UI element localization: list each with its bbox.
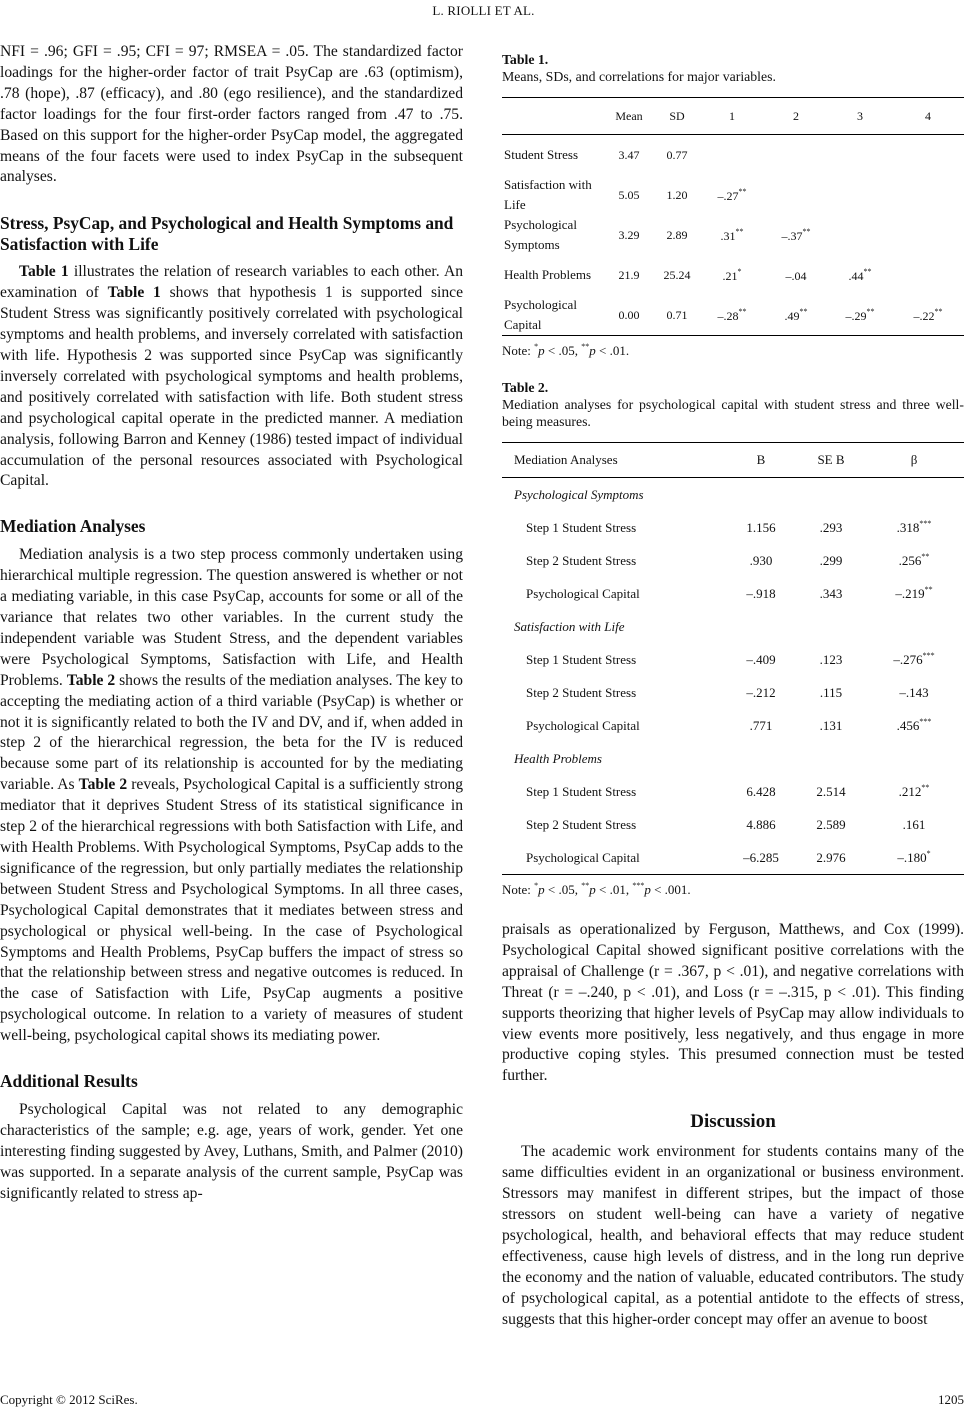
table2-cell-beta: .212** <box>898 783 930 799</box>
table2-cell-beta: –.219** <box>895 585 933 601</box>
table2-cell-beta: .456*** <box>896 717 932 733</box>
table2-group-label: Psychological Symptoms <box>514 486 644 502</box>
table2-row <box>502 841 964 875</box>
table2-cell-b: .771 <box>749 717 773 733</box>
table1-header: SD <box>654 98 700 135</box>
table1-row-label: Satisfaction with Life <box>504 177 592 212</box>
table1-cell-sd: 2.89 <box>666 227 688 242</box>
table2-row-label: Step 1 Student Stress <box>526 519 637 535</box>
table2-cell-se: .115 <box>819 684 843 700</box>
table1-cell-corr <box>828 175 892 215</box>
table1-cell-mean: 5.05 <box>618 187 640 202</box>
table1-header: 4 <box>892 98 964 135</box>
table1-cell-mean: 0.00 <box>604 295 654 336</box>
table2-note: Note: *p < .05, **p < .01, ***p < .001. <box>502 881 691 897</box>
table1-row <box>502 175 964 215</box>
table2-group-row <box>502 742 964 775</box>
table2-cell-se: .343 <box>819 585 843 601</box>
table2-header-row <box>502 443 964 478</box>
table2-row <box>502 775 964 808</box>
table2-cell-se: .123 <box>819 651 843 667</box>
table1-header: 2 <box>764 98 828 135</box>
page-number: 1205 <box>938 1392 964 1407</box>
table2-group-label: Satisfaction with Life <box>514 618 625 634</box>
table1-cell-corr <box>764 135 828 176</box>
table2-row-label: Step 2 Student Stress <box>526 552 637 568</box>
table1-cell-corr: .44** <box>848 266 872 283</box>
discussion-heading: Discussion <box>690 1111 776 1133</box>
table2-row <box>502 709 964 742</box>
table1-header: 3 <box>828 98 892 135</box>
table2-header: SE B <box>798 443 864 478</box>
table2-row <box>502 577 964 610</box>
table2-cell-b: –.212 <box>746 684 776 700</box>
table2-row <box>502 643 964 676</box>
section-mediation-paragraph: Mediation analysis is a two step process commonly undertaken using hierarchical multiple regression. The question answered is whether or not a mediating variable, in this case PsyCap, accounts for some or all of the variance that relates two other variables. In the current study the independent variable was Student Stress, and the dependent variables were Psychological Symptoms, Satisfaction with Life, and Health Problems. Table 2 shows the results of the mediation analyses. The key to accepting the mediating action of a third variable (PsyCap) is whether or not it is significantly related to both the IV and DV, and if, when added in step 2 of the hierarchical regression, the beta for the IV is reduced because some part of its relationship is accounted for by the mediating variable. As Table 2 reveals, Psychological Capital is a sufficiently strong mediator that it deprives Student Stress of its statistical significance in step 2 of the hierarchical regressions with both Satisfaction with Life, and with Health Problems. With Psychological Symptoms, PsyCap adds to the significance of the regression, but only partially mediates the relationship between Student Stress and Psychological Symptoms. In all three cases, Psychological Capital demonstrates that it mediates between stress and psychological or physical well-being. In the case of Psychological Symptoms and Health Problems, PsyCap buffers the impact of stress so that the relationship between stress and negative outcomes is reduced. In the case of Satisfaction with Life, PsyCap augments a positive psychological outcome. In relation to a variety of measures of student well-being, psychological capital shows its mediating power. <box>0 546 463 1045</box>
copyright-footer: Copyright © 2012 SciRes. <box>0 1392 138 1407</box>
table1-cell-corr <box>892 215 964 255</box>
table2-cell-b: 4.886 <box>746 816 776 832</box>
table1-cell-corr: –.28** <box>700 295 764 336</box>
table2-cell-beta: .256** <box>898 552 930 568</box>
table1-cell-mean: 3.29 <box>618 227 640 242</box>
section-heading-additional: Additional Results <box>0 1071 138 1092</box>
table2-row-label: Step 2 Student Stress <box>526 816 637 832</box>
table2-group-row <box>502 610 964 643</box>
table1-row <box>502 255 964 295</box>
table1-header-row <box>502 98 964 135</box>
table1-cell-corr: –.27** <box>717 186 747 203</box>
table2 <box>502 442 964 875</box>
table2-cell-b: 1.156 <box>746 519 776 535</box>
table1-cell-corr: .49** <box>764 295 828 336</box>
table2-group-label: Health Problems <box>514 750 602 766</box>
table2-cell-se: .293 <box>819 519 843 535</box>
table2-cell-beta: .318*** <box>896 519 932 535</box>
table1-note: Note: *p < .05, **p < .01. <box>502 342 630 358</box>
table2-row-label: Psychological Capital <box>526 585 640 601</box>
discussion-paragraph: The academic work environment for students contains many of the same difficulties evident in an organizational or business environment. Stressors may manifest in different stripes, but the impact of those stressors on student well-being can have a variety of negative psychological, health, and behavioral effects that may reduce student effectiveness, cause high levels of distress, and in the long run deprive the economy and the nation of valuable, educated contributors. The study of psychological capital, as a potential antidote to the effects of stress, suggests that this higher-order concept may offer an avenue to boost <box>502 1143 964 1328</box>
left-column <box>0 42 463 1205</box>
table1-cell-mean: 3.47 <box>618 147 640 162</box>
table1-cell-corr <box>828 135 892 176</box>
table2-cell-beta: –.276*** <box>893 651 935 667</box>
table1-row <box>502 215 964 255</box>
table2-group-row <box>502 478 964 512</box>
table2-cell-b: 6.428 <box>746 783 776 799</box>
table1-row <box>502 135 964 176</box>
table1-cell-sd: 0.71 <box>654 295 700 336</box>
continuation-paragraph: praisals as operationalized by Ferguson, Matthews, and Cox (1999). Psychological Capital showed significant positive correlations with the appraisal of Challenge (r = .367, p < .01), and negative correlations with Threat (r = –.240, p < .01), and Loss (r = –.315, p < .01). This finding supports theorizing that higher levels of PsyCap may allow individuals to view events more positively, less negatively, and thus engage in more productive coping styles. This presumed connection must be tested further. <box>502 921 964 1085</box>
table1-row-label: Psychological Capital <box>502 295 604 336</box>
table2-cell-b: –.918 <box>746 585 776 601</box>
intro-paragraph: NFI = .96; GFI = .95; CFI = 97; RMSEA = .05. The standardized factor loadings for the higher-order factor of trait PsyCap are .63 (optimism), .78 (hope), .87 (efficacy), and .80 (ego resilience), and the standardized factor loadings for the four first-order factors ranged from .47 to .75. Based on this support for the higher-order PsyCap model, the aggregated means of the four facets were used to index PsyCap in the subsequent analyses. <box>0 43 463 186</box>
table1-cell-sd: 25.24 <box>663 267 691 282</box>
table1-header <box>502 98 604 135</box>
table1-header: 1 <box>700 98 764 135</box>
table1 <box>502 97 964 336</box>
table2-cell-beta: –.143 <box>899 685 929 700</box>
table1-header: Mean <box>604 98 654 135</box>
table1-label: Table 1. <box>502 52 549 67</box>
table1-cell-corr <box>892 175 964 215</box>
table2-label: Table 2. <box>502 380 549 395</box>
table2-cell-b: –6.285 <box>724 841 798 875</box>
table1-cell-corr: –.22** <box>892 295 964 336</box>
table2-row-label: Step 2 Student Stress <box>526 684 637 700</box>
table1-row-label: Student Stress <box>504 147 579 162</box>
table2-row-label: Step 1 Student Stress <box>526 783 637 799</box>
table2-row <box>502 544 964 577</box>
table1-row-label: Health Problems <box>504 267 592 282</box>
table2-cell-se: 2.514 <box>816 783 846 799</box>
table1-cell-corr <box>764 175 828 215</box>
table2-cell-b: –.409 <box>746 651 776 667</box>
table2-cell-beta: –.180* <box>864 841 964 875</box>
right-column <box>502 51 964 1330</box>
running-head: L. RIOLLI ET AL. <box>432 3 535 18</box>
table2-ref: Table 2 <box>78 776 128 794</box>
table2-cell-se: 2.976 <box>798 841 864 875</box>
table2-row <box>502 676 964 709</box>
table1-cell-mean: 21.9 <box>618 267 640 282</box>
table1-cell-sd: 1.20 <box>666 187 688 202</box>
table2-header: Mediation Analyses <box>502 443 724 478</box>
table1-caption: Means, SDs, and correlations for major variables. <box>502 69 776 84</box>
section-additional-paragraph: Psychological Capital was not related to any demographic characteristics of the sample; e.g. age, years of work, gender. Yet one interesting finding suggested by Avey, Luthans, Smith, and Palmer (2010) was supported. In a separate analysis of the current sample, PsyCap was significantly related to stress ap- <box>0 1101 463 1202</box>
table1-row <box>502 295 964 336</box>
table1-cell-corr: –.04 <box>785 268 807 283</box>
table1-cell-sd: 0.77 <box>666 147 688 162</box>
table2-row-label: Step 1 Student Stress <box>526 651 637 667</box>
section-heading-stress: Stress, PsyCap, and Psychological and Health Symptoms and Satisfaction with Life <box>0 213 454 255</box>
table1-cell-corr <box>700 135 764 176</box>
table2-cell-b: .930 <box>749 552 773 568</box>
table1-ref: Table 1 <box>19 263 69 281</box>
table1-cell-corr: –.37** <box>781 226 811 243</box>
table2-cell-se: .131 <box>819 717 843 733</box>
table2-row-label: Psychological Capital <box>502 841 724 875</box>
table2-header: B <box>724 443 798 478</box>
table1-row-label: Psychological Symptoms <box>504 217 577 252</box>
table2-row <box>502 511 964 544</box>
table2-caption: Mediation analyses for psychological capital with student stress and three well-being measures. <box>502 397 964 429</box>
table1-cell-corr: .31** <box>720 226 744 243</box>
table2-row-label: Psychological Capital <box>526 717 640 733</box>
table2-header: β <box>864 443 964 478</box>
table1-ref: Table 1 <box>107 284 161 302</box>
table2-row <box>502 808 964 841</box>
table2-cell-se: .299 <box>819 552 843 568</box>
table1-cell-corr: –.29** <box>828 295 892 336</box>
section-heading-mediation: Mediation Analyses <box>0 516 146 537</box>
table1-cell-corr <box>892 255 964 295</box>
table1-cell-corr: .21* <box>722 266 742 283</box>
section-stress-paragraph: Table 1 illustrates the relation of research variables to each other. An examination of Table 1 shows that hypothesis 1 is supported since Student Stress was significantly positively correlated with psychological symptoms and health problems, and inversely correlated with satisfaction with life. Hypothesis 2 was supported since PsyCap was significantly inversely correlated with psychological symptoms and health problems, and positively correlated with satisfaction with life. Both student stress and psychological capital operate in the predicted manner. A mediation analysis, following Barron and Kenney (1986) tested impact of individual accumulation of the personal resources associated with Psychological Capital. <box>0 263 464 490</box>
table1-cell-corr <box>892 135 964 176</box>
table1-cell-corr <box>828 215 892 255</box>
table2-cell-beta: .161 <box>902 817 926 832</box>
table2-cell-se: 2.589 <box>816 816 846 832</box>
table2-ref: Table 2 <box>66 671 116 689</box>
